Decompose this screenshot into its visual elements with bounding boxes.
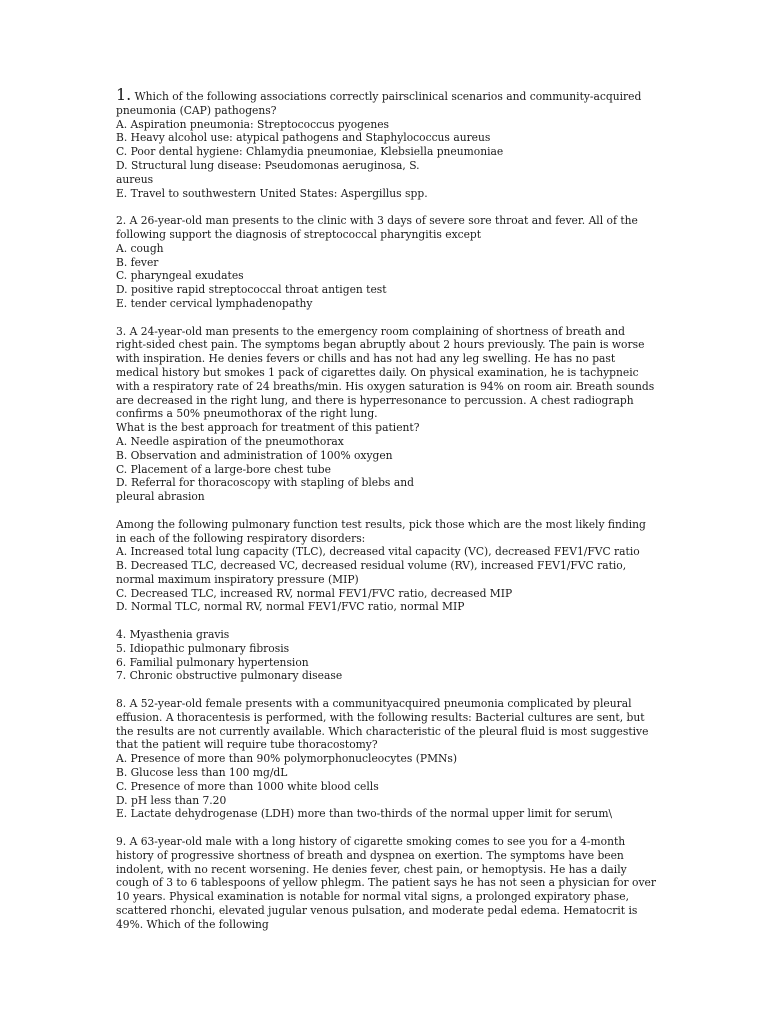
question-3-option: pleural abrasion xyxy=(116,490,205,504)
pft-item: 5. Idiopathic pulmonary fibrosis xyxy=(116,641,290,655)
question-1-option: A. Aspiration pneumonia: Streptococcus pyogenes xyxy=(116,117,390,131)
pft-items xyxy=(116,628,656,683)
question-3 xyxy=(116,325,656,504)
question-1-option: E. Travel to southwestern United States: Aspergillus spp. xyxy=(116,186,428,200)
question-2-stem: 2. A 26-year-old man presents to the clinic with 3 days of severe sore throat and fever. All of the following support the diagnosis of streptococcal pharyngitis except xyxy=(116,214,638,241)
question-8-option: C. Presence of more than 1000 white blood cells xyxy=(116,779,379,793)
question-1-option: B. Heavy alcohol use: atypical pathogens and Staphylococcus aureus xyxy=(116,131,491,145)
question-1-number: 1. xyxy=(116,85,132,104)
pft-item: 6. Familial pulmonary hypertension xyxy=(116,655,309,669)
pft-option: D. Normal TLC, normal RV, normal FEV1/FVC ratio, normal MIP xyxy=(116,600,465,614)
question-2-option: A. cough xyxy=(116,241,164,255)
pft-option: A. Increased total lung capacity (TLC), decreased vital capacity (VC), decreased FEV1/FVC ratio xyxy=(116,545,640,559)
question-2-option: E. tender cervical lymphadenopathy xyxy=(116,296,313,310)
question-8-stem: 8. A 52-year-old female presents with a communityacquired pneumonia complicated by pleural effusion. A thoracentesis is performed, with the following results: Bacterial cultures are sent, but the results are not currently available. Which characteristic of the pleural fluid is most suggestive that the patient will require tube thoracostomy? xyxy=(116,697,649,752)
question-8-option: A. Presence of more than 90% polymorphonucleocytes (PMNs) xyxy=(116,752,458,766)
question-2-option: D. positive rapid streptococcal throat antigen test xyxy=(116,283,387,297)
question-1-stem xyxy=(116,85,656,118)
pft-option: B. Decreased TLC, decreased VC, decreased residual volume (RV), increased FEV1/FVC ratio, normal maximum inspiratory pressure (MIP) xyxy=(116,559,627,586)
question-9 xyxy=(116,835,656,932)
question-1 xyxy=(116,85,656,200)
question-8 xyxy=(116,697,656,821)
question-3-stem: 3. A 24-year-old man presents to the emergency room complaining of shortness of breath and right-sided chest pain. The symptoms began abruptly about 2 hours previously. The pain is worse with inspiration. He denies fevers or chills and has not had any leg swelling. He has no past medical history but smokes 1 pack of cigarettes daily. On physical examination, he is tachypneic with a respiratory rate of 24 breaths/min. His oxygen saturation is 94% on room air. Breath sounds are decreased in the right lung, and there is hyperresonance to percussion. A chest radiograph confirms a 50% pneumothorax of the right lung. xyxy=(116,324,655,421)
question-3-option: A. Needle aspiration of the pneumothorax xyxy=(116,434,344,448)
pft-question xyxy=(116,518,656,615)
pft-item: 7. Chronic obstructive pulmonary disease xyxy=(116,669,343,683)
question-8-option: E. Lactate dehydrogenase (LDH) more than two-thirds of the normal upper limit for serum\ xyxy=(116,807,613,821)
question-1-option: aureus xyxy=(116,172,154,186)
question-9-stem: 9. A 63-year-old male with a long history of cigarette smoking comes to see you for a 4-month history of progressive shortness of breath and dyspnea on exertion. The symptoms have been indolent, with no recent worsening. He denies fever, chest pain, or hemoptysis. He has a daily cough of 3 to 6 tablespoons of yellow phlegm. The patient says he has not seen a physician for over 10 years. Physical examination is notable for normal vital signs, a prolonged expiratory phase, scattered rhonchi, elevated jugular venous pulsation, and moderate pedal edema. Hematocrit is 49%. Which of the following xyxy=(116,835,656,931)
question-1-text: Which of the following associations correctly pairsclinical scenarios and community-acquired pneumonia (CAP) pathogens? xyxy=(116,90,642,117)
question-1-option: C. Poor dental hygiene: Chlamydia pneumoniae, Klebsiella pneumoniae xyxy=(116,145,504,159)
question-3-question: What is the best approach for treatment of this patient? xyxy=(116,421,420,435)
question-3-option: B. Observation and administration of 100% oxygen xyxy=(116,448,393,462)
pft-option: C. Decreased TLC, increased RV, normal FEV1/FVC ratio, decreased MIP xyxy=(116,586,513,600)
question-2-option: C. pharyngeal exudates xyxy=(116,269,244,283)
document-body xyxy=(116,85,656,945)
question-8-option: B. Glucose less than 100 mg/dL xyxy=(116,766,288,780)
question-3-option: C. Placement of a large-bore chest tube xyxy=(116,462,331,476)
question-1-option: D. Structural lung disease: Pseudomonas aeruginosa, S. xyxy=(116,158,420,172)
pft-stem: Among the following pulmonary function test results, pick those which are the most likely finding in each of the following respiratory disorders: xyxy=(116,517,646,545)
question-3-option: D. Referral for thoracoscopy with stapling of blebs and xyxy=(116,476,414,490)
question-2 xyxy=(116,214,656,311)
pft-item: 4. Myasthenia gravis xyxy=(116,628,230,642)
question-8-option: D. pH less than 7.20 xyxy=(116,793,227,807)
question-2-option: B. fever xyxy=(116,255,159,269)
